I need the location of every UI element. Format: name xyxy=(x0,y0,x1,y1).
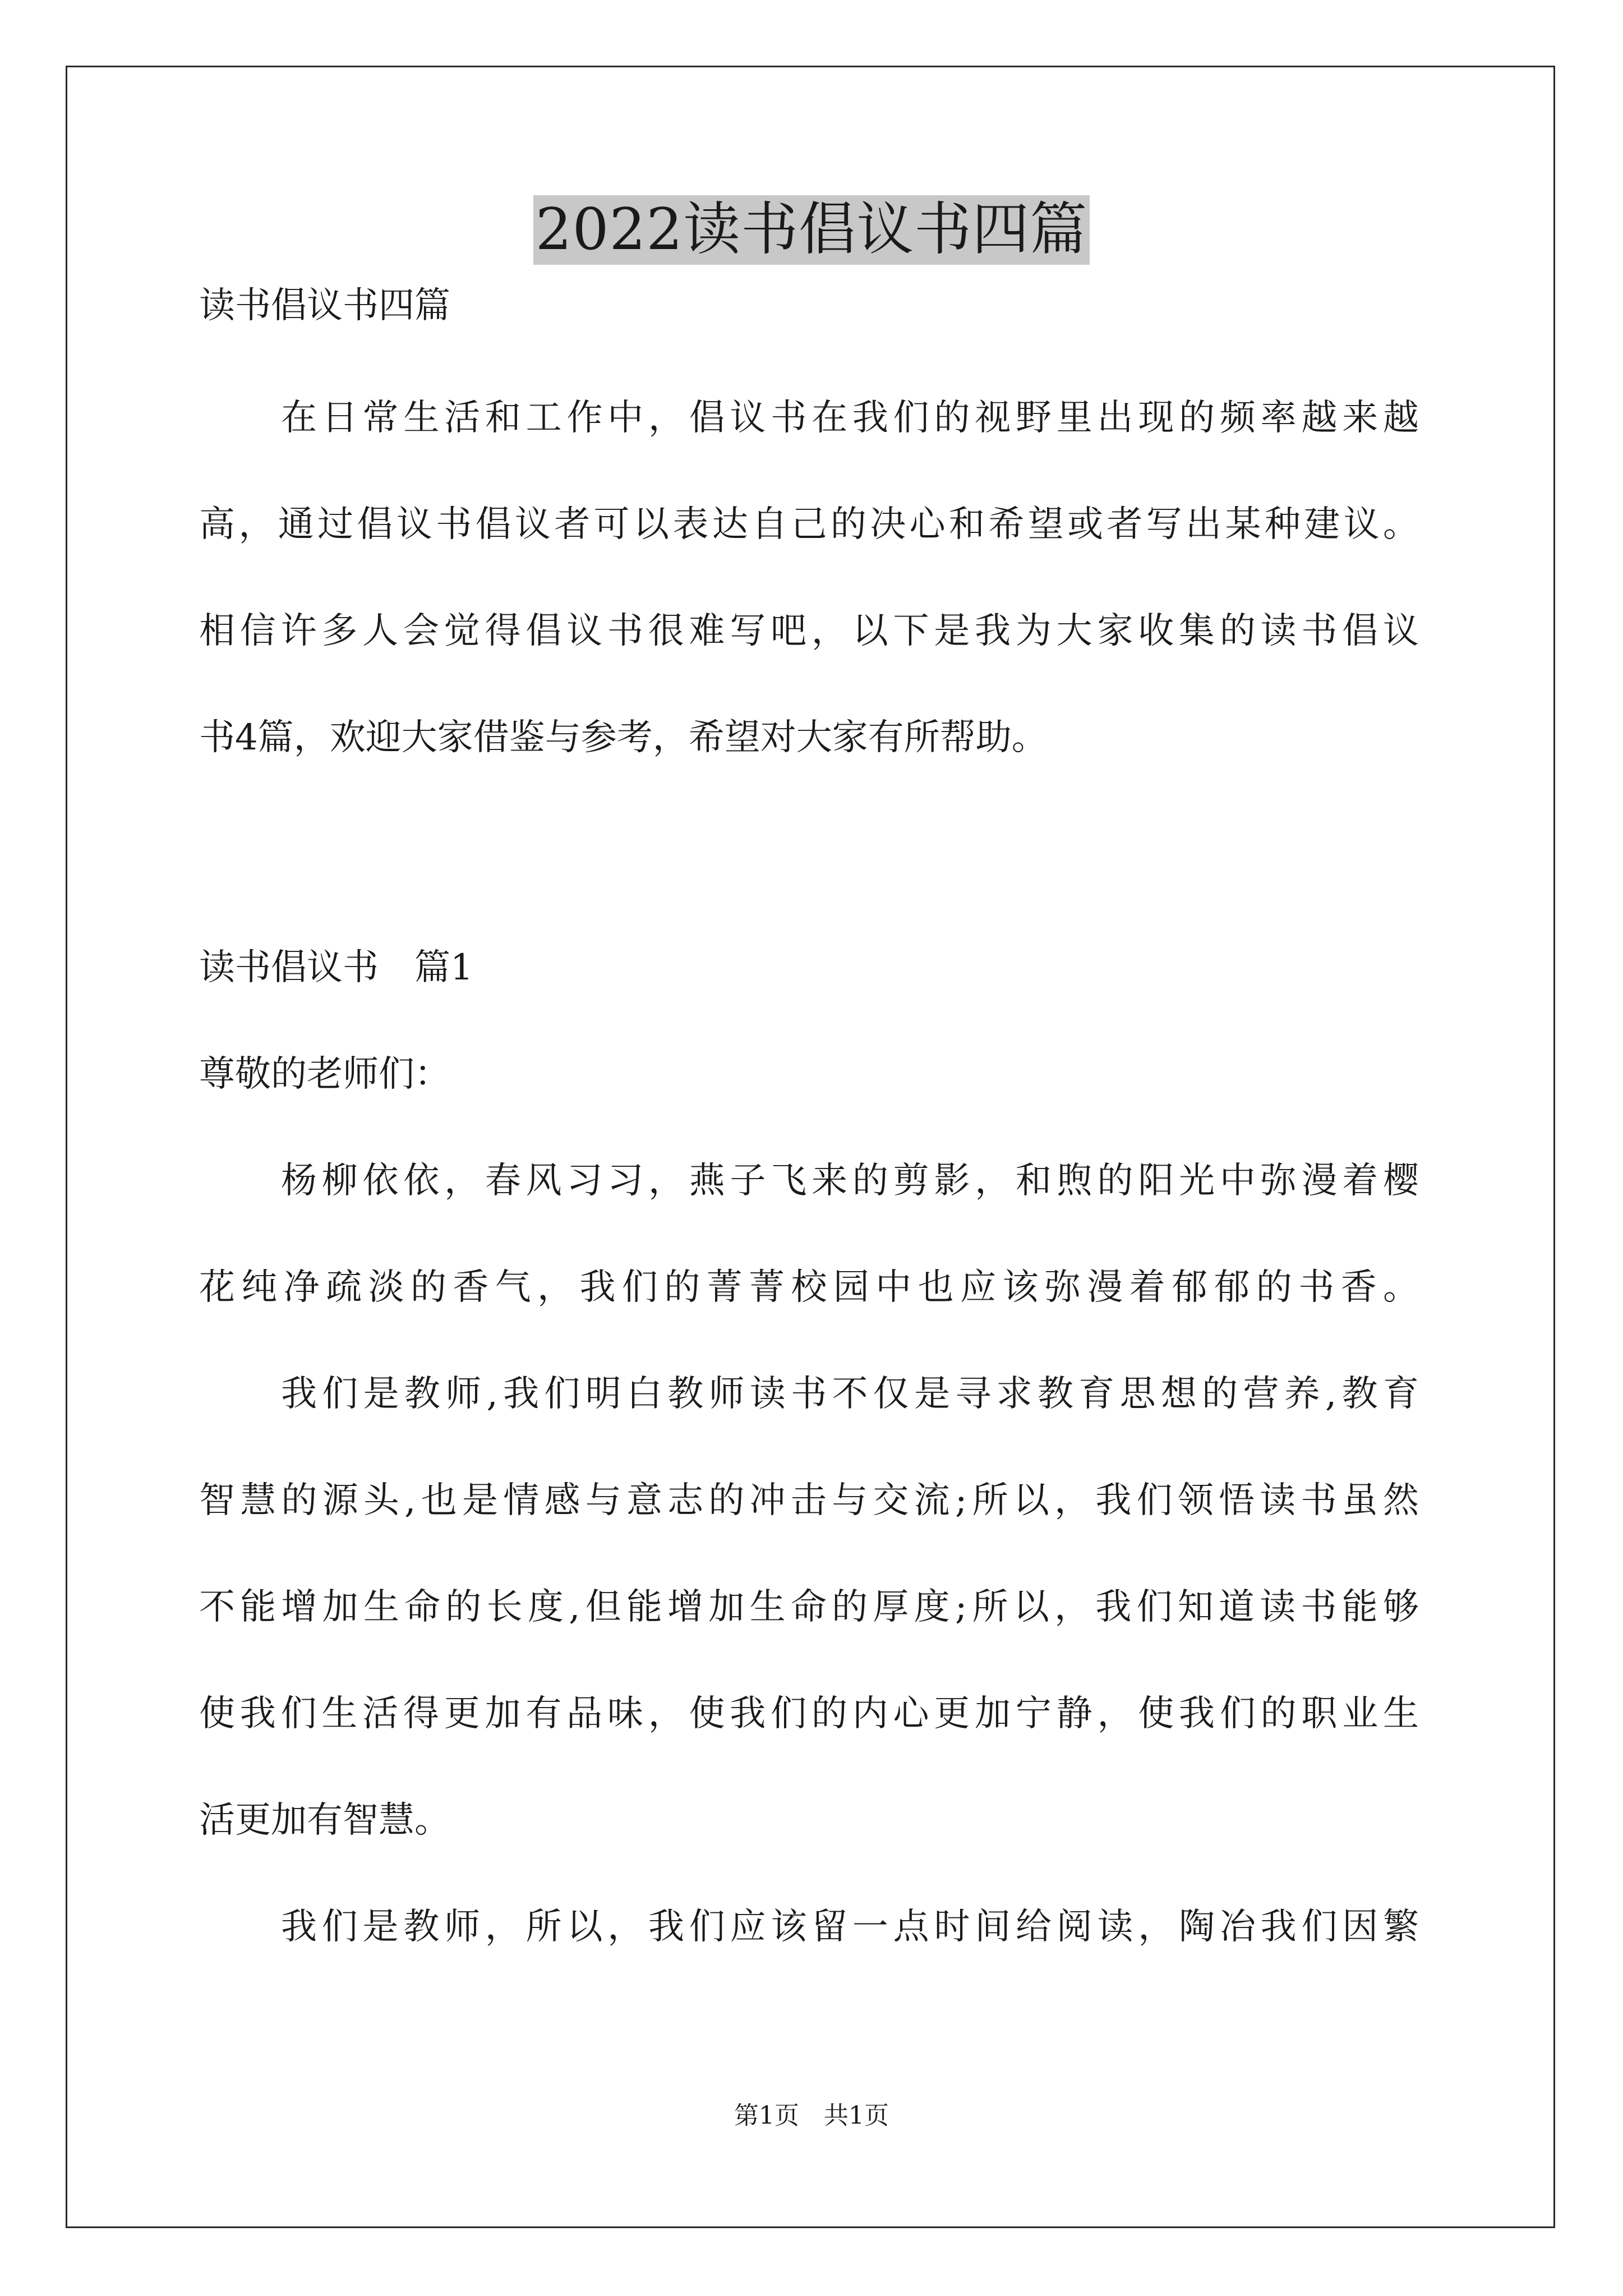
paragraph-heading-1 xyxy=(199,914,1419,1021)
paragraph-p1 xyxy=(199,1128,1419,1341)
text-line: 书4篇，欢迎大家借鉴与参考，希望对大家有所帮助。 xyxy=(199,717,1048,758)
text-line: 不能增加生命的长度,但能增加生命的厚度;所以，我们知道读书能够 xyxy=(199,1586,1419,1628)
text-line: 相信许多人会觉得倡议书很难写吧，以下是我为大家收集的读书倡议 xyxy=(199,610,1419,652)
text-line: 高，通过倡议书倡议者可以表达自己的决心和希望或者写出某种建议。 xyxy=(199,504,1419,545)
text-line: 读书倡议书 篇1 xyxy=(199,947,473,988)
document-title: 2022读书倡议书四篇 xyxy=(533,195,1090,265)
text-line: 活更加有智慧。 xyxy=(199,1800,450,1841)
paragraph-intro xyxy=(199,365,1419,791)
text-line: 我们是教师，所以，我们应该留一点时间给阅读，陶冶我们因繁 xyxy=(281,1906,1419,1948)
text-line: 我们是教师,我们明白教师读书不仅是寻求教育思想的营养,教育 xyxy=(281,1373,1419,1415)
text-line: 智慧的源头,也是情感与意志的冲击与交流;所以，我们领悟读书虽然 xyxy=(199,1480,1419,1521)
text-line: 尊敬的老师们： xyxy=(199,1053,450,1095)
paragraph-p3 xyxy=(199,1874,1419,1980)
text-line: 读书倡议书四篇 xyxy=(199,285,450,326)
text-line: 在日常生活和工作中，倡议书在我们的视野里出现的频率越来越 xyxy=(281,397,1419,439)
paragraph-salutation xyxy=(199,1021,1419,1128)
paragraph-p2 xyxy=(199,1341,1419,1874)
page-footer: 第1页 共1页 xyxy=(734,2101,889,2130)
paragraph-subtitle xyxy=(199,252,1419,359)
text-line: 使我们生活得更加有品味，使我们的内心更加宁静，使我们的职业生 xyxy=(199,1693,1419,1734)
text-line: 花纯净疏淡的香气，我们的菁菁校园中也应该弥漫着郁郁的书香。 xyxy=(199,1267,1419,1308)
text-line: 杨柳依依，春风习习，燕子飞来的剪影，和煦的阳光中弥漫着樱 xyxy=(281,1160,1419,1202)
